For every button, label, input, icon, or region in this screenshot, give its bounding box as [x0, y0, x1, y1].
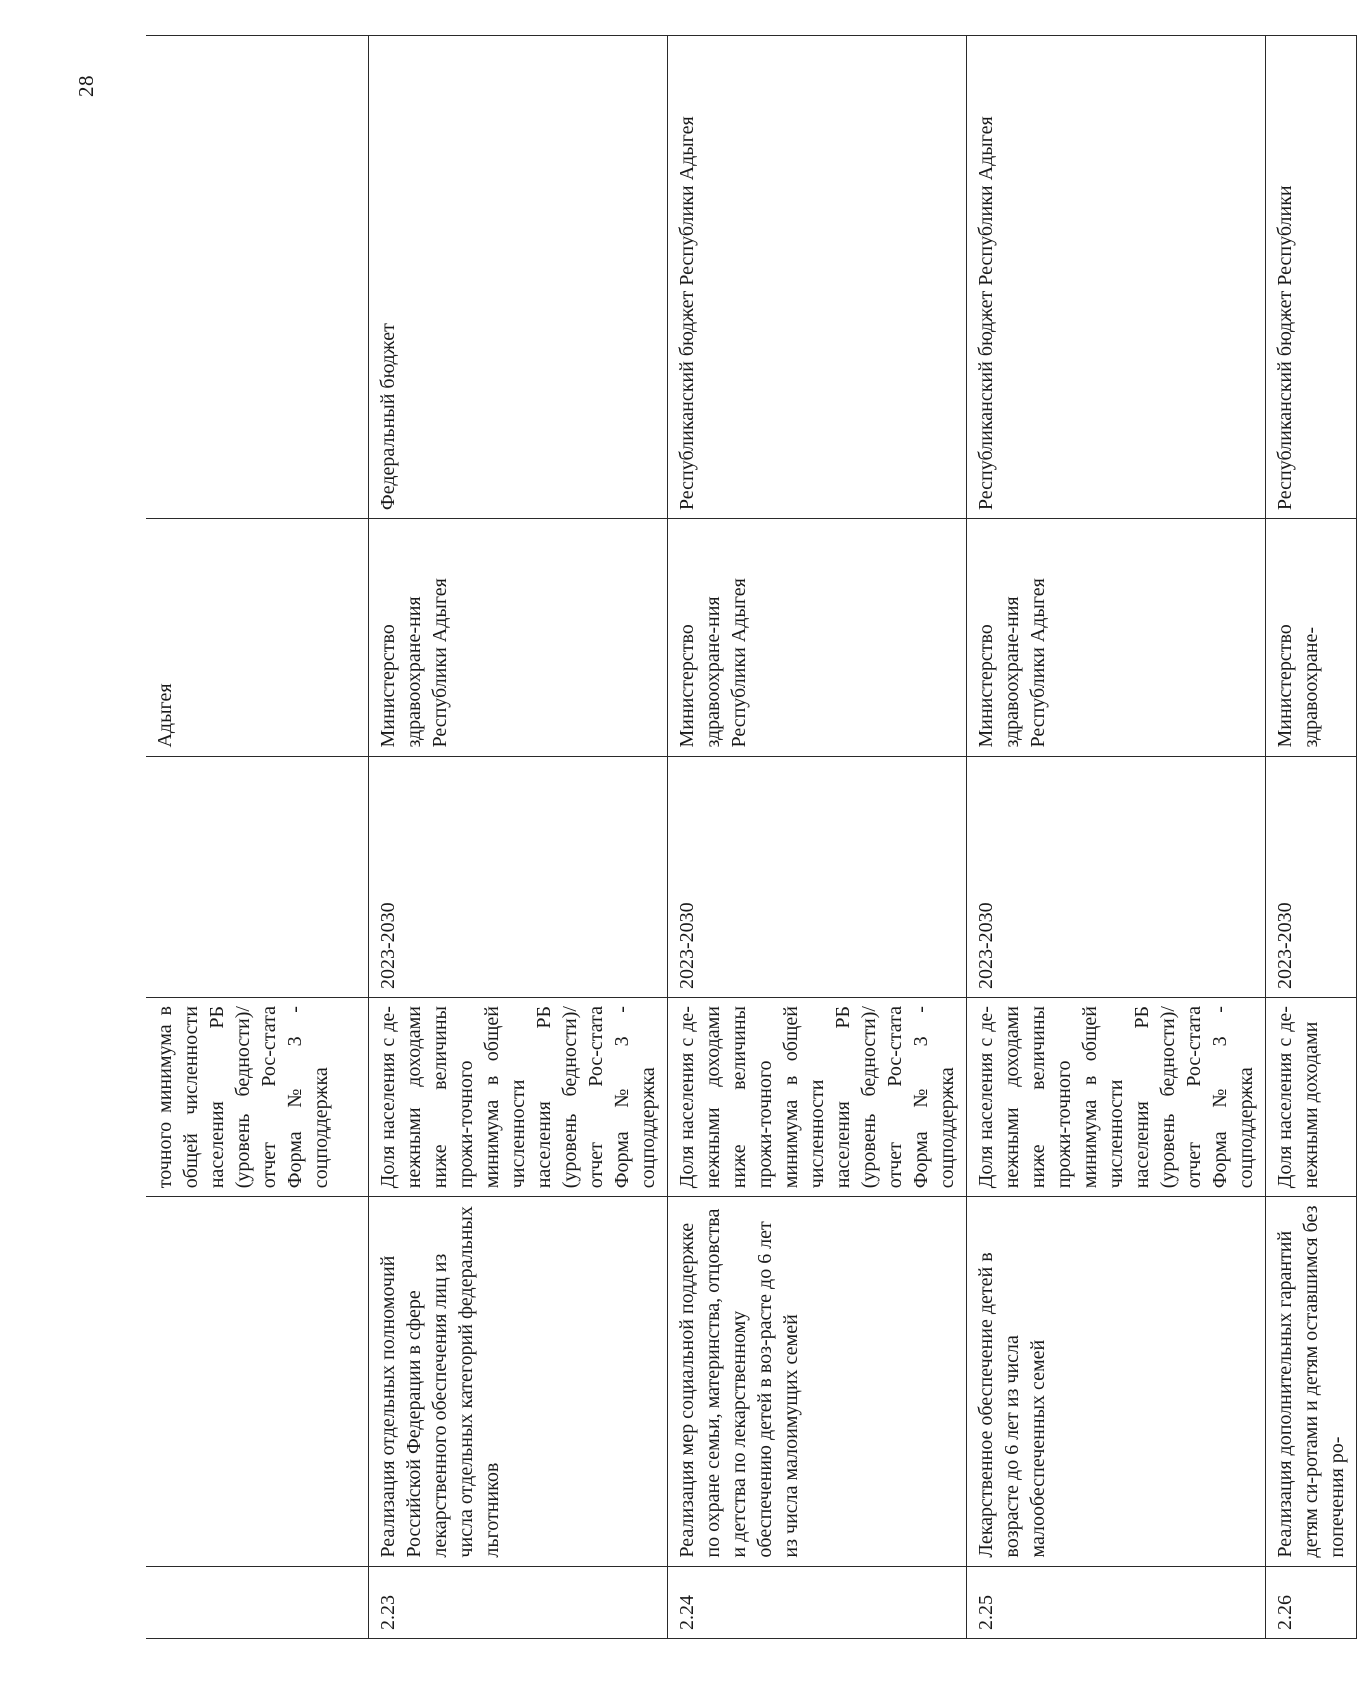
cell-executor: Министерство здравоохране-ния Республики Адыгея — [369, 519, 668, 756]
cell-name: Реализация мер социальной поддержке по охране семьи, материнства, отцовства и детства по лекарственному обеспечению детей в воз-расте до 6 лет из числа малоимущих семей — [668, 1197, 967, 1566]
page-number: 28 — [74, 75, 98, 97]
cell-period — [146, 756, 369, 998]
cell-source: Республиканский бюджет Республики — [1266, 36, 1357, 519]
cell-source: Республиканский бюджет Республики Адыгея — [668, 36, 967, 519]
cell-indicator: Доля населения с де-нежными доходами — [1266, 998, 1357, 1197]
cell-period: 2023-2030 — [967, 756, 1266, 998]
cell-num: 2.25 — [967, 1566, 1266, 1638]
cell-executor: Министерство здравоохране-ния Республики Адыгея — [668, 519, 967, 756]
table-row-continuation — [146, 36, 369, 1639]
cell-period: 2023-2030 — [1266, 756, 1357, 998]
cell-num: 2.26 — [1266, 1566, 1357, 1638]
measures-table — [146, 35, 1357, 1639]
cell-executor: Министерство здравоохране-ния Республики Адыгея — [967, 519, 1266, 756]
cell-indicator: Доля населения с де-нежными доходами ниже величины прожи-точного минимума в общей численности населения РБ (уровень бедности)/отчет Рос-стата Форма № 3 - соцподдержка — [967, 998, 1266, 1197]
cell-num: 2.23 — [369, 1566, 668, 1638]
cell-name: Лекарственное обеспечение детей в возрасте до 6 лет из числа малообеспеченных семей — [967, 1197, 1266, 1566]
cell-source: Федеральный бюджет — [369, 36, 668, 519]
cell-period: 2023-2030 — [369, 756, 668, 998]
cell-name: Реализация дополнительных гарантий детям си-ротами и детям оставшимся без попечения ро- — [1266, 1197, 1357, 1566]
cell-num: 2.24 — [668, 1566, 967, 1638]
table-row — [668, 36, 967, 1639]
table-row — [369, 36, 668, 1639]
cell-indicator: Доля населения с де-нежными доходами ниже величины прожи-точного минимума в общей численности населения РБ (уровень бедности)/отчет Рос-стата Форма № 3 - соцподдержка — [369, 998, 668, 1197]
cell-indicator: точного минимума в общей численности населения РБ (уровень бедности)/отчет Рос-стата Форма № 3 - соцподдержка — [146, 998, 369, 1197]
cell-executor: Адыгея — [146, 519, 369, 756]
cell-indicator: Доля населения с де-нежными доходами ниже величины прожи-точного минимума в общей численности населения РБ (уровень бедности)/отчет Рос-стата Форма № 3 - соцподдержка — [668, 998, 967, 1197]
cell-source: Республиканский бюджет Республики Адыгея — [967, 36, 1266, 519]
cell-period: 2023-2030 — [668, 756, 967, 998]
cell-name: Реализация отдельных полномочий Российской Федерации в сфере лекарственного обеспечения лиц из числа отдельных категорий федеральных льготников — [369, 1197, 668, 1566]
cell-num — [146, 1566, 369, 1638]
table-row — [967, 36, 1266, 1639]
table-row — [1266, 36, 1357, 1639]
cell-name — [146, 1197, 369, 1566]
cell-executor: Министерство здравоохране- — [1266, 519, 1357, 756]
cell-source — [146, 36, 369, 519]
